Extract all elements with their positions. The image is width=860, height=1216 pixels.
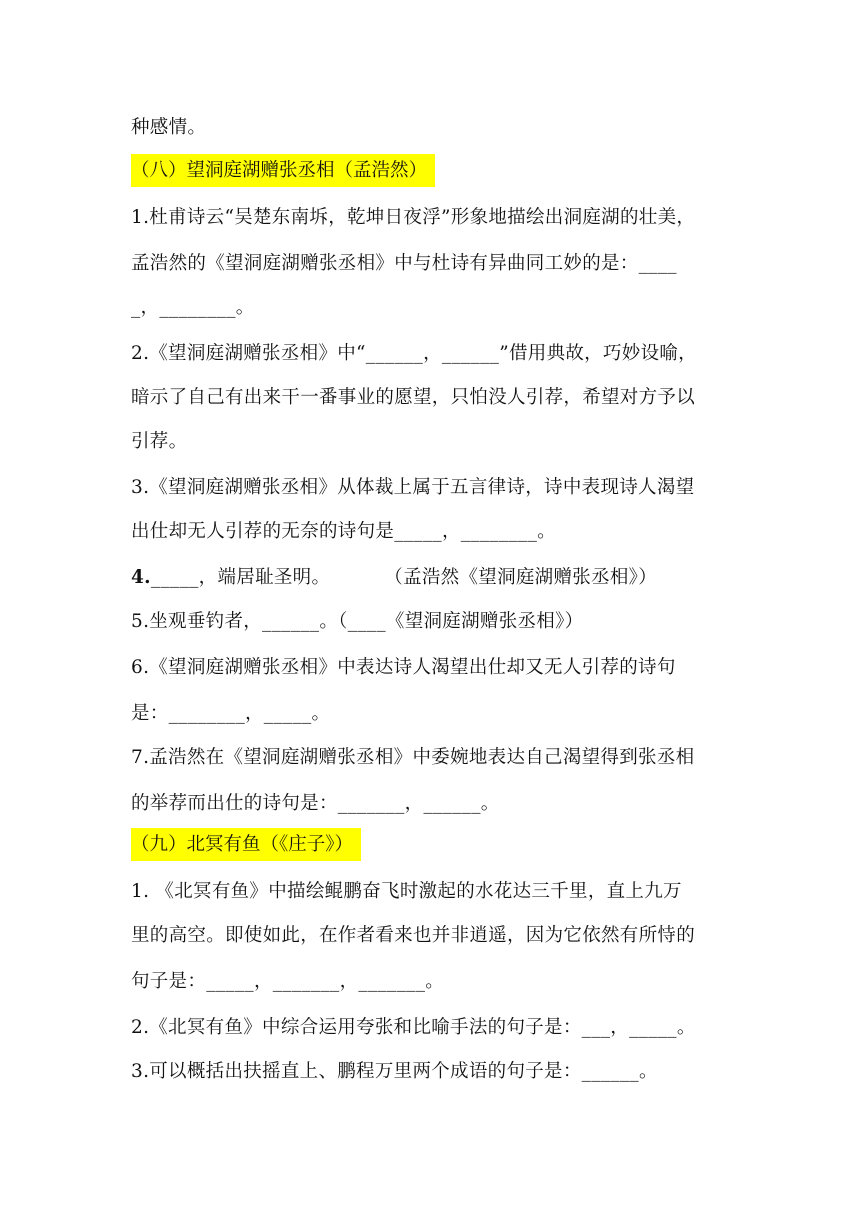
text-line: 句子是：_____，_______，_______。: [131, 971, 445, 992]
section-heading-8: [131, 154, 435, 187]
text-line: 引荐。: [131, 431, 188, 452]
text-line: 暗示了自己有出来干一番事业的愿望，只怕没人引荐，希望对方予以: [131, 387, 696, 408]
text-line: 3.可以概括出扶摇直上、鹏程万里两个成语的句子是：______。: [131, 1061, 658, 1082]
text-line: 孟浩然的《望洞庭湖赠张丞相》中与杜诗有异曲同工妙的是：____: [131, 253, 677, 274]
text-line: 2.《北冥有鱼》中综合运用夸张和比喻手法的句子是：___，_____。: [131, 1017, 696, 1038]
text-line: _，________。: [131, 297, 255, 318]
text-line: 是：________，_____。: [131, 703, 331, 724]
text-line: 2.《望洞庭湖赠张丞相》中“______，______”借用典故，巧妙设喻，: [131, 343, 697, 364]
text-line: 1.杜甫诗云“吴楚东南坼，乾坤日夜浮”形象地描绘出洞庭湖的壮美，: [131, 207, 696, 228]
text-line: 的举荐而出仕的诗句是：_______，______。: [131, 793, 500, 814]
text-line: 6.《望洞庭湖赠张丞相》中表达诗人渴望出仕却又无人引荐的诗句: [131, 657, 676, 678]
text-line: 1. 《北冥有鱼》中描绘鲲鹏奋飞时激起的水花达三千里，直上九万: [131, 881, 682, 902]
text-line: 3.《望洞庭湖赠张丞相》从体裁上属于五言律诗，诗中表现诗人渴望: [131, 477, 695, 498]
text-line: 种感情。: [131, 117, 207, 138]
question-4: [131, 566, 657, 590]
question-text: _____，端居耻圣明。: [150, 567, 331, 588]
section-heading-text: （八）望洞庭湖赠张丞相（孟浩然）: [131, 160, 428, 181]
source-note: （孟浩然《望洞庭湖赠张丞相》）: [384, 567, 658, 588]
text-line: 里的高空。即使如此，在作者看来也并非逍遥，因为它依然有所恃的: [131, 925, 696, 946]
text-line: 7.孟浩然在《望洞庭湖赠张丞相》中委婉地表达自己渴望得到张丞相: [131, 747, 695, 768]
section-heading-text: （九）北冥有鱼（《庄子》）: [131, 834, 354, 855]
text-line: 出仕却无人引荐的无奈的诗句是_____，________。: [131, 521, 556, 542]
section-heading-9: [131, 828, 361, 861]
text-line: 5.坐观垂钓者，______。（____《望洞庭湖赠张丞相》）: [131, 611, 584, 632]
question-number: 4.: [131, 567, 151, 588]
